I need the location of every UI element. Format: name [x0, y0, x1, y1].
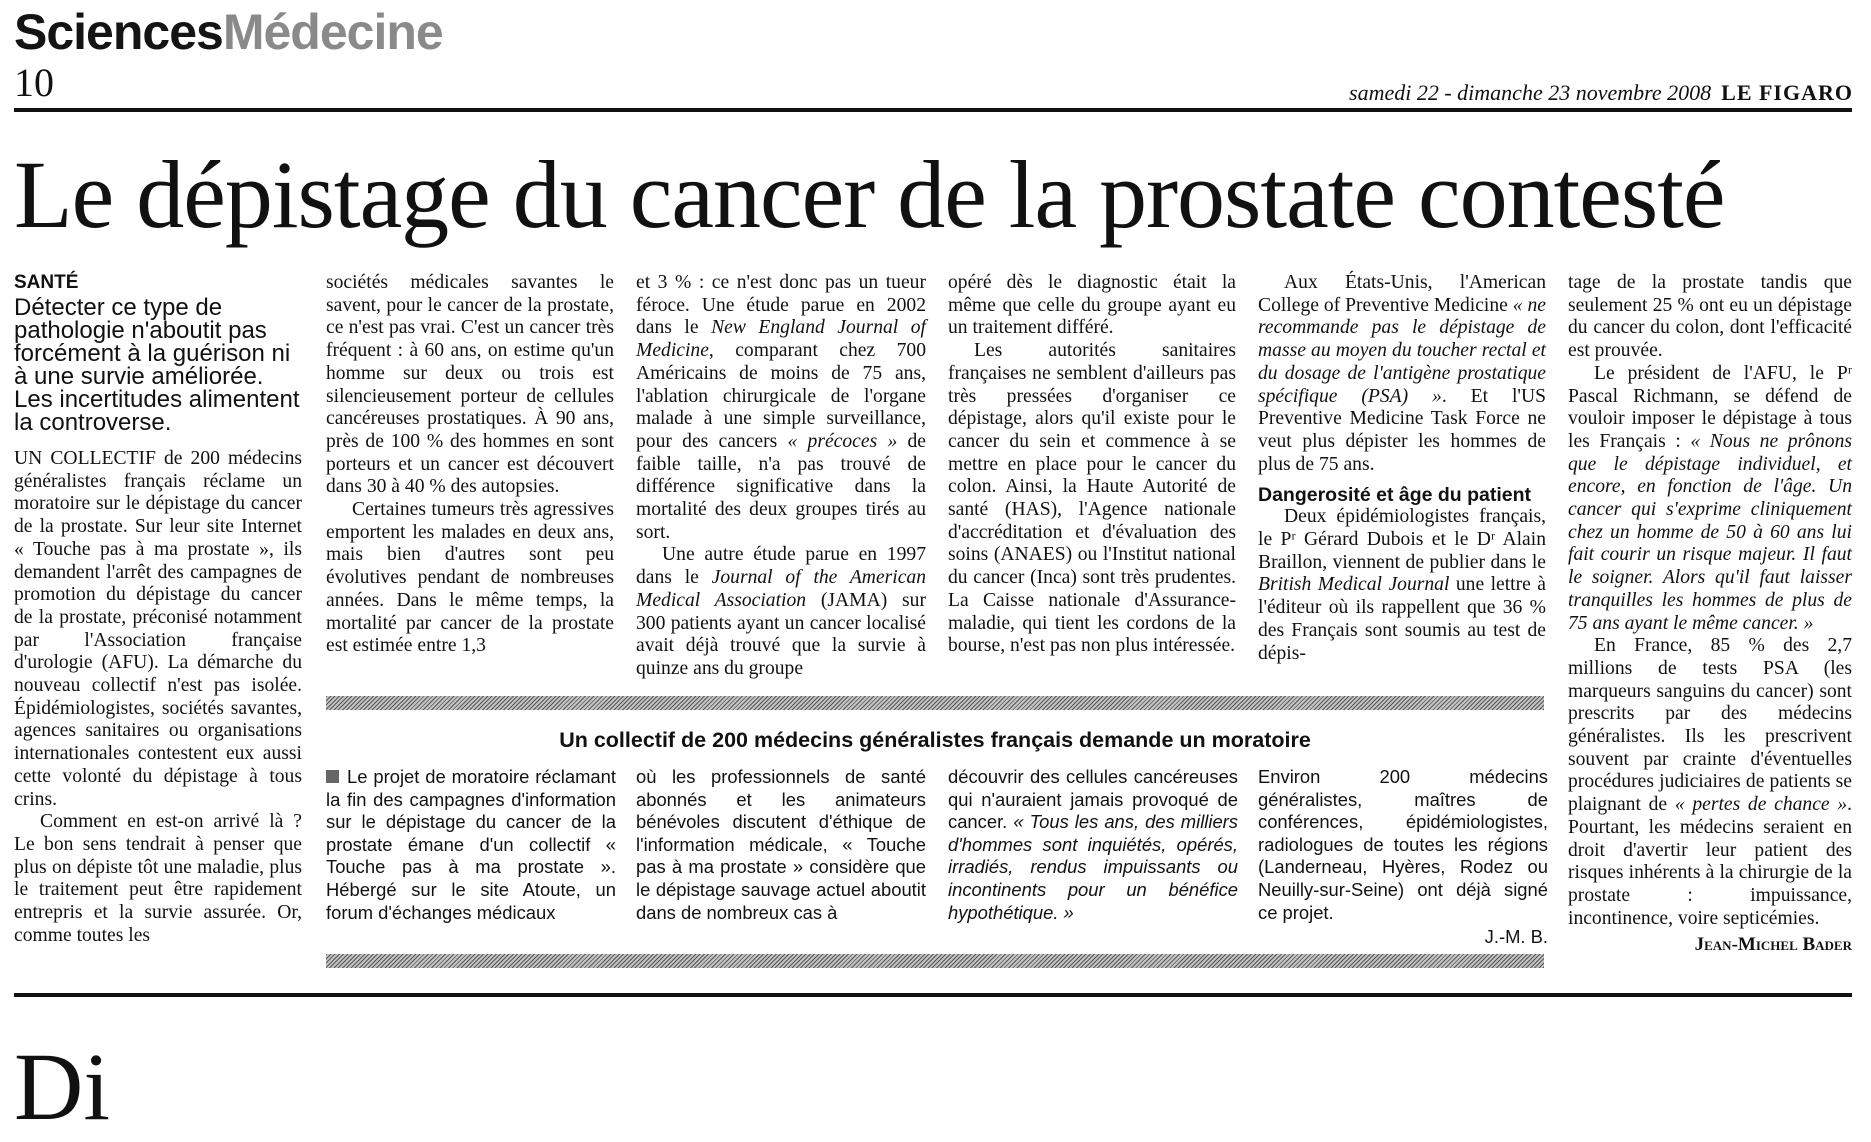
paragraph: UN COLLECTIF de 200 médecins généralistes français réclame un moratoire sur le dépistage du cancer de la prostate. Sur leur site Internet « Touche pas à ma prostate », ils demandent l'arrêt des campagnes de promotion du dépistage du cancer de la prostate, préconisé notamment par l'Association française d'urologie (AFU). La démarche du nouveau collectif n'est pas isolée. Épidémiologistes, sociétés savantes, agences sanitaires ou organisations internationales contestent eux aussi cette volonté du dépistage à tous crins. — [14, 448, 302, 810]
paragraph: Le projet de moratoire réclamant la fin des campagnes d'information sur le dépistage du cancer de la prostate émane d'un collectif « Touche pas à ma prostate ». Hébergé sur le site Atoute, un forum d'échanges médicaux — [326, 766, 616, 923]
paragraph: Les autorités sanitaires françaises ne semblent d'ailleurs pas très pressées d'organiser ce dépistage, alors qu'il existe pour le cancer du sein et commence à se mettre en place pour le cancer du colon. Ainsi, la Haute Autorité de santé (HAS), l'Agence nationale d'accréditation et d'évaluation des soins (ANAES) ou l'Institut national du cancer (Inca) sont très prudentes. La Caisse nationale d'Assurance-maladie, qui tient les cordons de la bourse, n'est pas non plus intéressée. — [948, 340, 1236, 657]
box-column-4 — [1258, 766, 1548, 949]
header-rule — [14, 108, 1852, 112]
rubric: SANTÉ — [14, 272, 79, 293]
box-bottom-border — [326, 954, 1544, 968]
paragraph: tage de la prostate tandis que seulement 25 % ont eu un dépistage du cancer du colon, dont l'efficacité est prouvée. — [1568, 272, 1852, 362]
quote: « Tous les ans, des milliers d'hommes sont inquiétés, opérés, irradiés, rendus impuissants ou incontinents pour un bénéfice hypothétique. » — [948, 811, 1239, 923]
issue-date: samedi 22 - dimanche 23 novembre 2008 — [1349, 80, 1712, 105]
quote: « ne recommande pas le dépistage de masse au moyen du toucher rectal et du dosage de l'antigène prostatique spécifique (PSA) » — [1258, 294, 1546, 407]
article-column-1 — [14, 272, 302, 947]
author-signature: Jean-Michel Bader — [1694, 934, 1852, 956]
paragraph: Le président de l'AFU, le Pʳ Pascal Richmann, se défend de vouloir imposer le dépistage à tous les Français : « Nous ne prônons que le dépistage individuel, et encore, en fonction de l'âge. Un cancer qui s'exprime cliniquement chez un homme de 50 à 60 ans lui fait courir un risque majeur. Il faut le soigner. Alors qu'il faut laisser tranquilles les hommes de plus de 75 ans ayant le même cancer. » — [1568, 362, 1852, 634]
paragraph: Certaines tumeurs très agressives emportent les malades en deux ans, mais bien d'autres sont peu évolutives pendant de nombreuses années. Dans le même temps, la mortalité par cancer de la prostate est estimée entre 1,3 — [326, 499, 614, 657]
paragraph: Une autre étude parue en 1997 dans le Journal of the American Medical Association (JAMA) sur 300 patients ayant un cancer localisé avait déjà trouvé que la survie à quinze ans du groupe — [636, 544, 926, 679]
article-column-2 — [326, 272, 614, 658]
box-top-border — [326, 696, 1544, 710]
square-bullet-icon — [326, 770, 339, 783]
section-title — [14, 2, 443, 62]
journal-title: Journal of the American Medical Association — [636, 567, 926, 611]
paragraph: En France, 85 % des 2,7 millions de tests PSA (les marqueurs sanguins du cancer) sont prescrits par des médecins généralistes. Ils les prescrivent souvent par crainte d'éventuelles procédures judiciaires de patients se plaignant de « pertes de chance ». Pourtant, les médecins seraient en droit d'avertir leur patient des risques inhérents à la chirurgie de la prostate : impuissance, incontinence, voire septicémies. — [1568, 635, 1853, 929]
paragraph: sociétés médicales savantes le savent, pour le cancer de la prostate, ce n'est pas vrai. C'est un cancer très fréquent : à 60 ans, on estime qu'un homme sur deux ou trois est silencieusement porteur de cellules cancéreuses prostatiques. À 90 ans, près de 100 % des hommes en sont porteurs et un cancer est découvert dans 30 à 40 % des autopsies. — [326, 272, 614, 498]
dateline — [1349, 80, 1853, 106]
page-number: 10 — [14, 60, 54, 105]
box-column-1 — [326, 766, 616, 924]
box-column-3 — [948, 766, 1238, 924]
paragraph: opéré dès le diagnostic était la même que celle du groupe ayant eu un traitement différé. — [948, 272, 1236, 339]
newspaper-name: LE FIGARO — [1721, 80, 1853, 105]
article-column-3 — [636, 272, 926, 681]
quote: « Nous ne prônons que le dépistage individuel, et encore, en fonction de l'âge. Un cancer qui s'exprime cliniquement chez un homme de 50 à 60 ans lui fait courir un risque majeur. Il faut le soigner. Alors qu'il faut laisser tranquilles les hommes de plus de 75 ans ayant le même cancer. » — [1568, 430, 1852, 634]
journal-title: New England Journal of Medicine — [636, 317, 926, 362]
article-headline: Le dépistage du cancer de la prostate contesté — [14, 141, 1725, 248]
subheading: Dangerosité et âge du patient — [1258, 484, 1532, 507]
journal-title: British Medical Journal — [1258, 574, 1450, 596]
section-title-medecine: Médecine — [222, 4, 443, 60]
box-signature: J.-M. B. — [1484, 926, 1548, 948]
box-column-2 — [636, 766, 926, 924]
paragraph: Environ 200 médecins généralistes, maîtres de conférences, épidémiologistes, radiologues de toutes les régions (Landerneau, Hyères, Rodez ou Neuilly-sur-Seine) ont déjà signé ce projet. — [1258, 766, 1548, 923]
box-title: Un collectif de 200 médecins généralistes français demande un moratoire — [559, 728, 1311, 752]
paragraph: Aux États-Unis, l'American College of Preventive Medicine « ne recommande pas le dépistage de masse au moyen du toucher rectal et du dosage de l'antigène prostatique spécifique (PSA) ». Et l'US Preventive Medicine Task Force ne veut plus dépister les hommes de plus de 75 ans. — [1258, 272, 1546, 475]
paragraph: où les professionnels de santé abonnés et les animateurs bénévoles discutent d'éthique de l'information médicale, « Touche pas à ma prostate » considère que le dépistage sauvage actuel aboutit dans de nombreux cas à — [636, 766, 926, 923]
next-article-headline: Di — [14, 1033, 110, 1140]
paragraph: Comment en est-on arrivé là ? Le bon sens tendrait à penser que plus on dépiste tôt une maladie, plus le traitement peut être rapidement entrepris et la survie assurée. Or, comme toutes les — [14, 811, 302, 946]
article-column-6 — [1568, 272, 1852, 956]
quote: « pertes de chance » — [1674, 794, 1848, 816]
section-title-sciences: Sciences — [14, 4, 223, 60]
paragraph: Deux épidémiologistes français, le Pʳ Gérard Dubois et le Dʳ Alain Braillon, viennent de publier dans le British Medical Journal une lettre à l'éditeur où ils rappellent que 36 % des Français sont soumis au test de dépis- — [1258, 506, 1546, 664]
article-column-5 — [1258, 272, 1546, 665]
article-column-4 — [948, 272, 1236, 658]
article-standfirst: Détecter ce type de pathologie n'aboutit pas forcément à la guérison ni à une survie améliorée. Les incertitudes alimentent la controverse. — [14, 294, 300, 436]
footer-rule — [14, 993, 1852, 997]
paragraph: et 3 % : ce n'est donc pas un tueur féroce. Une étude parue en 2002 dans le New England Journal of Medicine, comparant chez 700 Américains de moins de 75 ans, l'ablation chirurgicale de l'organe malade à une simple surveillance, pour des cancers « précoces » de faible taille, n'a pas trouvé de différence significative dans la mortalité des deux groupes tirés au sort. — [636, 272, 926, 543]
paragraph: découvrir des cellules cancéreuses qui n'auraient jamais provoqué de cancer. « Tous les ans, des milliers d'hommes sont inquiétés, opérés, irradiés, rendus impuissants ou incontinents pour un bénéfice hypothétique. » — [948, 766, 1239, 923]
